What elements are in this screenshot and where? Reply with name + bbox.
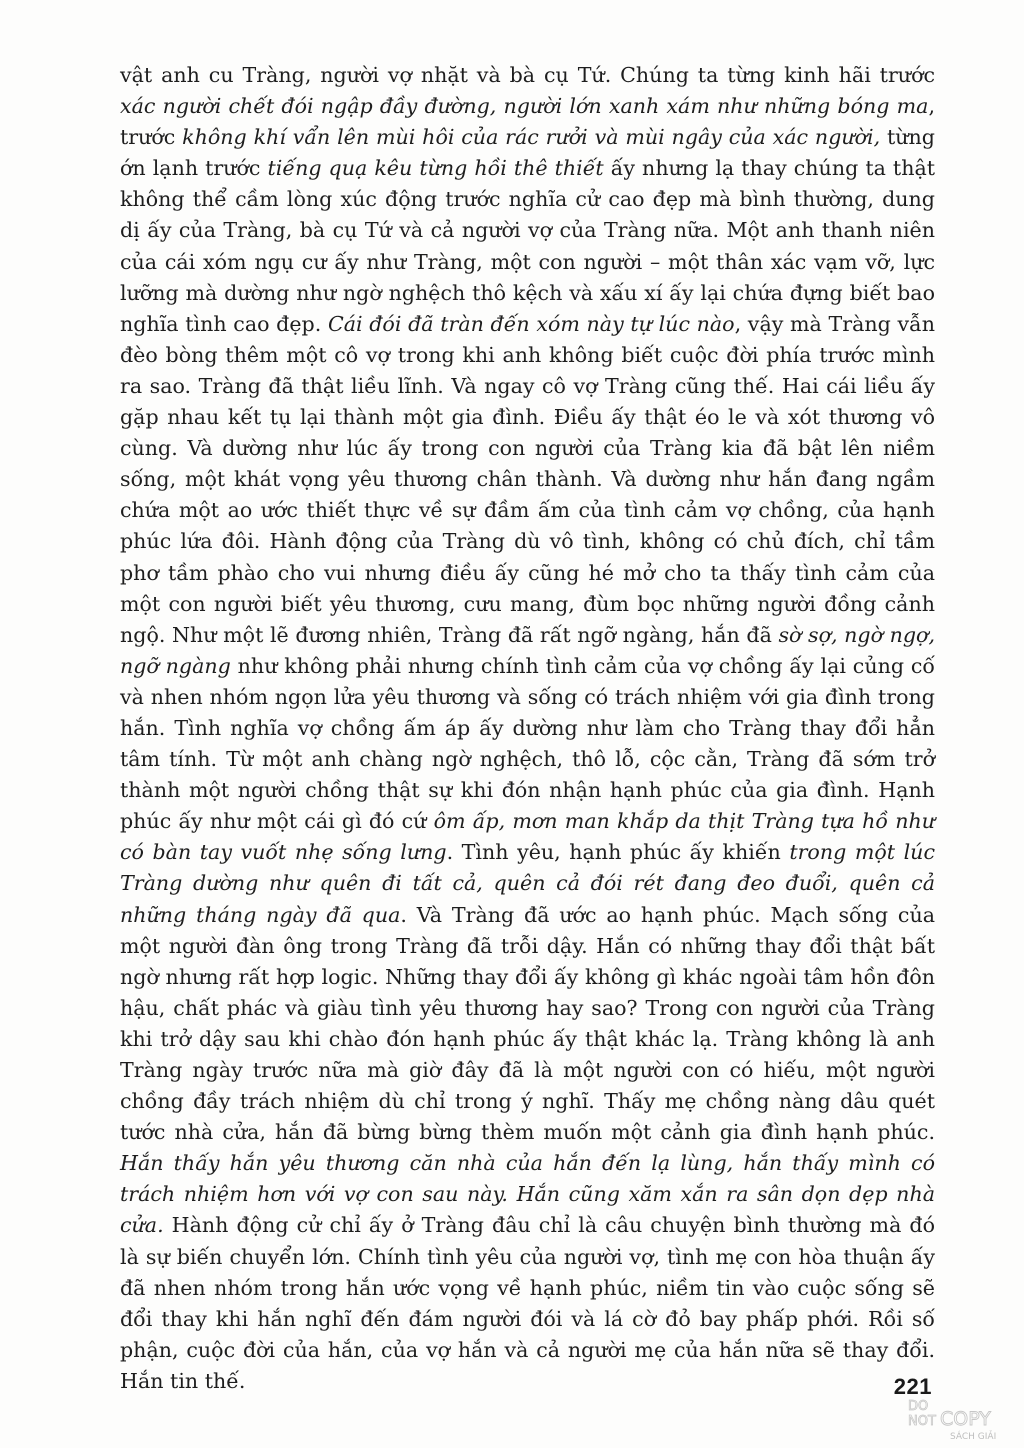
text-run: ấy nhưng lạ thay chúng ta thật không thể cầm lòng xúc động trước nghĩa cử cao đẹp mà bình thường, dung dị ấy của Tràng, bà cụ Tứ và cả người vợ của Tràng nữa. Một anh thanh niên của cái xóm ngụ cư ấy như Tràng, một con người – một thân xác vạm vỡ, lực lưỡng mà dường như ngờ nghệch thô kệch và xấu xí ấy lại chứa đựng biết bao nghĩa tình cao đẹp. — [120, 156, 936, 336]
text-run: như không phải nhưng chính tình cảm của vợ chồng ấy lại củng cố và nhen nhóm ngọn lửa yêu thương và sống có trách nhiệm với gia đình trong hắn. Tình nghĩa vợ chồng ấm áp ấy dường như làm cho Tràng thay đổi hẳn tâm tính. Từ một anh chàng ngờ nghệch, thô lỗ, cộc cằn, Tràng đã sớm trở thành một người chồng thật sự khi đón nhận hạnh phúc của gia đình. Hạnh phúc ấy như một cái gì đó cứ — [120, 653, 935, 834]
watermark-copy: COPY — [940, 1408, 991, 1430]
page-number: 221 — [893, 1374, 932, 1399]
text-run: từng ớn lạnh trước — [120, 125, 935, 181]
text-run: , vậy mà Tràng vẫn đèo bòng thêm một cô vợ trong khi anh không biết cuộc đời phía trước mình ra sao. Tràng đã thật liều lĩnh. Và ngay cô vợ Tràng cũng thế. Hai cái liều ấy gặp nhau kết tụ lại thành một gia đình. Điều ấy thật éo le và xót thương vô cùng. Và dường như lúc ấy trong con người của Tràng kia đã bật lên niềm sống, một khát vọng yêu thương chân thành. Và dường như hắn đang ngầm chứa một ao ước thiết thực về sự đầm ấm của tình cảm vợ chồng, của hạnh phúc lứa đôi. Hành động của Tràng dù vô tình, không có chủ đích, chỉ tầm phơ tầm phào cho vui nhưng điều ấy cũng hé mở cho ta thấy tình cảm của một con người biết yêu thương, cưu mang, đùm bọc những người đồng cảnh ngộ. Như một lẽ đương nhiên, Tràng đã rất ngỡ ngàng, hắn đã — [120, 311, 935, 647]
text-run: vật anh cu Tràng, người vợ nhặt và bà cụ Tứ. Chúng ta từng kinh hãi trước — [120, 63, 935, 87]
text-run: . Và Tràng đã ước ao hạnh phúc. Mạch sống của một người đàn ông trong Tràng đã trỗi dậy. Hắn có những thay đổi thật bất ngờ nhưng rất hợp logic. Những thay đổi ấy không gì khác ngoài tâm hồn đôn hậu, chất phác và giàu tình yêu thương hay sao? Trong con người của Tràng khi trở dậy sau khi chào đón hạnh phúc ấy thật khác lạ. Tràng không là anh Tràng ngày trước nữa mà giờ đây đã là một người con có hiếu, một người chồng đầy trách nhiệm dù chỉ trong ý nghĩ. Thấy mẹ chồng nàng dâu quét tước nhà cửa, hắn đã bừng bừng thèm muốn một cảnh gia đình hạnh phúc. — [120, 902, 935, 1145]
watermark-not: NOT — [908, 1414, 936, 1429]
italic-quote-run: tiếng quạ kêu từng hồi thê thiết — [267, 156, 604, 181]
italic-quote-run: sờ sợ, ngờ ngợ, ngỡ ngàng — [120, 622, 935, 678]
body-paragraph — [120, 60, 935, 1397]
italic-quote-run: xác người chết đói ngập đầy đường, người lớn xanh xám như những bóng ma — [120, 94, 929, 119]
italic-quote-run: trong một lúc Tràng dường như quên đi tất cả, quên cả đói rét đang đeo đuổi, quên cả những tháng ngày đã qua — [120, 840, 935, 927]
watermark-do: DO — [908, 1399, 929, 1414]
watermark-logo — [906, 1394, 1010, 1442]
italic-quote-run: Hắn thấy hắn yêu thương căn nhà của hắn đến lạ lùng, hắn thấy mình có trách nhiệm hơn với vợ con sau này. Hắn cũng xăm xắn ra sân dọn dẹp nhà cửa. — [120, 1151, 935, 1238]
text-run: . Tình yêu, hạnh phúc ấy khiến — [446, 840, 790, 865]
italic-quote-run: không khí vẩn lên mùi hôi của rác rưởi và mùi ngây của xác người, — [182, 125, 881, 150]
italic-quote-run: ôm ấp, mơn man khắp da thịt Tràng tựa hồ như có bàn tay vuốt nhẹ sống lưng — [120, 809, 936, 865]
text-run: Hành động cử chỉ ấy ở Tràng đâu chỉ là câu chuyện bình thường mà đó là sự biến chuyển lớn. Chính tình yêu của người vợ, tình mẹ con hòa thuận ấy đã nhen nhóm trong hắn ước vọng về hạnh phúc, niềm tin vào cuộc sống sẽ đổi thay khi hắn nghĩ đến đám người đói và lá cờ đỏ bay phấp phới. Rồi số phận, cuộc đời của hắn, của vợ hắn và cả người mẹ của hắn nữa sẽ thay đổi. Hắn tin thế. — [120, 1213, 935, 1393]
text-run: , trước — [120, 94, 935, 150]
italic-quote-run: Cái đói đã tràn đến xóm này tự lúc nào — [327, 311, 735, 336]
watermark-brand: SÁCH GIẢI — [950, 1432, 997, 1442]
